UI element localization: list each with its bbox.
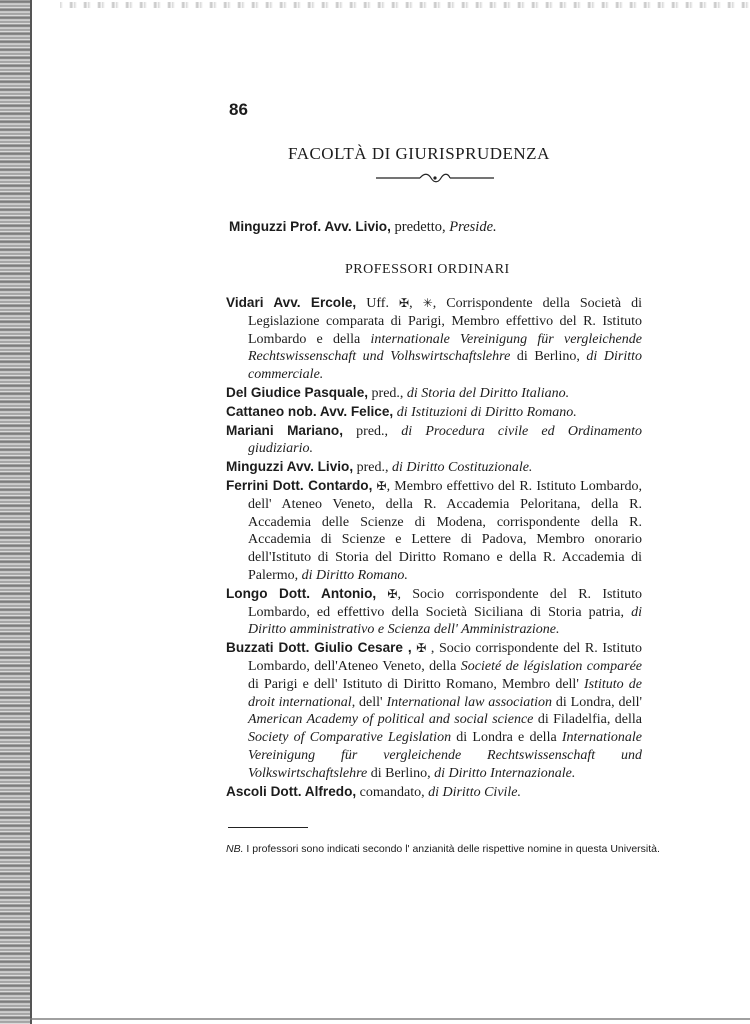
cross-decoration-icon: ✠ — [416, 641, 427, 656]
entry-subject: di Diritto amministrativo e Scienza dell' Amministrazione. — [248, 604, 642, 638]
star-decoration-icon: ✳ — [422, 296, 433, 310]
professor-name: Buzzati Dott. Giulio Cesare , — [226, 640, 412, 656]
professor-name: Mariani Mariano, — [226, 422, 343, 438]
entry-text: di Parigi e dell' Istituto di Diritto Romano, Membro dell' — [248, 676, 584, 692]
entry-italic: Internationale Vereinigung für vergleichende Rechtswissenschaft und Volkswirtschaftslehre — [248, 730, 642, 781]
entry-subject: di Istituzioni di Diritto Romano. — [396, 404, 577, 420]
professor-entry — [226, 422, 642, 459]
professor-entry — [226, 477, 642, 585]
entry-subject: di Diritto Costituzionale. — [392, 460, 533, 476]
entry-subject: di Diritto commerciale. — [248, 349, 642, 383]
entry-text: comandato, — [356, 784, 429, 800]
entry-text: , — [409, 296, 423, 311]
professor-name: Cattaneo nob. Avv. Felice, — [226, 403, 394, 419]
entry-text — [376, 587, 387, 602]
footnote-text: I professori sono indicati secondo l' anzianità delle rispettive nomine in questa Università. — [243, 843, 660, 855]
scan-edge-bottom — [30, 1018, 750, 1020]
professor-name: Ferrini Dott. Contardo, — [226, 477, 373, 493]
entry-italic: internationale Vereinigung für vergleichende Rechtswissenschaft und Volhswirtschaftslehre — [248, 331, 642, 365]
entry-text: di Berlino, — [510, 349, 587, 365]
entry-text: , Corrispondente della Società di Legislazione comparata di Parigi, Membro effettivo del R. Istituto Lombardo e della — [248, 296, 643, 347]
professor-name: Vidari Avv. Ercole, — [226, 295, 357, 310]
page-title: FACOLTÀ DI GIURISPRUDENZA — [288, 144, 550, 163]
entry-text: di Londra, dell' — [552, 694, 642, 710]
dean-role: Preside. — [449, 219, 497, 235]
entry-text: pred., — [353, 460, 393, 476]
entry-subject: di Storia del Diritto Italiano. — [406, 385, 570, 401]
entry-subject: di Diritto Romano. — [301, 567, 408, 583]
footnote-divider — [228, 827, 308, 828]
entry-text: , Socio corrispondente del R. Istituto Lombardo, dell'Ateneo Veneto, della — [248, 641, 642, 674]
entry-italic: Society of Comparative Legislation — [248, 730, 452, 746]
entry-italic: Societé de législation comparée — [460, 658, 642, 674]
professor-entry — [226, 294, 642, 384]
entry-text: , Membro effettivo del R. Istituto Lombardo, dell' Ateneo Veneto, della R. Accademia Peloritana, della R. Accademia delle Scienze di Modena, corrispondente della R. Accademia di Scienze e Lettere di Padova, Membro onorario dell'Istituto di Storia del Diritto Romano e della R. Accademia di Palermo, — [248, 478, 643, 583]
professor-name: Longo Dott. Antonio, — [226, 585, 377, 601]
entry-italic: American Academy of political and social science — [248, 712, 534, 728]
professor-entry — [226, 403, 642, 422]
scan-noise-top — [60, 2, 750, 8]
section-heading: PROFESSORI ORDINARI — [345, 262, 510, 277]
professor-name: Minguzzi Avv. Livio, — [226, 459, 354, 475]
dean-name: Minguzzi Prof. Avv. Livio, — [229, 219, 391, 234]
entry-italic: International law association — [386, 694, 553, 710]
entry-subject: di Diritto Internazionale. — [434, 765, 576, 781]
scroll-ornament-icon — [376, 172, 494, 184]
professor-entry — [226, 384, 642, 403]
footnote — [226, 842, 660, 857]
entry-text: di Filadelfia, della — [533, 712, 642, 728]
entry-text: di Londra e della — [451, 730, 562, 746]
professor-name: Del Giudice Pasquale, — [226, 384, 369, 400]
professor-entry — [226, 783, 642, 802]
entry-text: , Socio corrispondente del R. Istituto Lombardo, ed effettivo della Società Siciliana di Storia patria, — [248, 586, 642, 620]
page-number: 86 — [229, 100, 248, 119]
professor-list — [226, 294, 642, 801]
professor-name: Ascoli Dott. Alfredo, — [226, 783, 357, 799]
entry-subject: di Diritto Civile. — [428, 784, 522, 800]
professor-entry — [226, 585, 642, 639]
entry-text: , dell' — [351, 694, 387, 710]
book-binding-edge — [0, 0, 30, 1024]
professor-entry — [226, 458, 642, 477]
binding-shadow-line — [30, 0, 32, 1024]
dean-note: predetto, — [390, 219, 450, 235]
entry-text: Uff. — [356, 296, 399, 311]
footnote-label: NB. — [226, 843, 244, 855]
cross-decoration-icon: ✠ — [387, 586, 398, 601]
dean-line — [229, 219, 649, 236]
entry-italic: Istituto de droit international — [248, 676, 643, 710]
cross-decoration-icon: ✠ — [399, 296, 410, 310]
entry-subject: di Procedura civile ed Ordinamento giudiziario. — [248, 423, 642, 457]
entry-text: di Berlino, — [367, 765, 435, 781]
professor-entry — [226, 639, 642, 782]
entry-text: pred., — [368, 385, 407, 401]
cross-decoration-icon: ✠ — [376, 478, 387, 493]
entry-text: pred., — [342, 423, 402, 439]
